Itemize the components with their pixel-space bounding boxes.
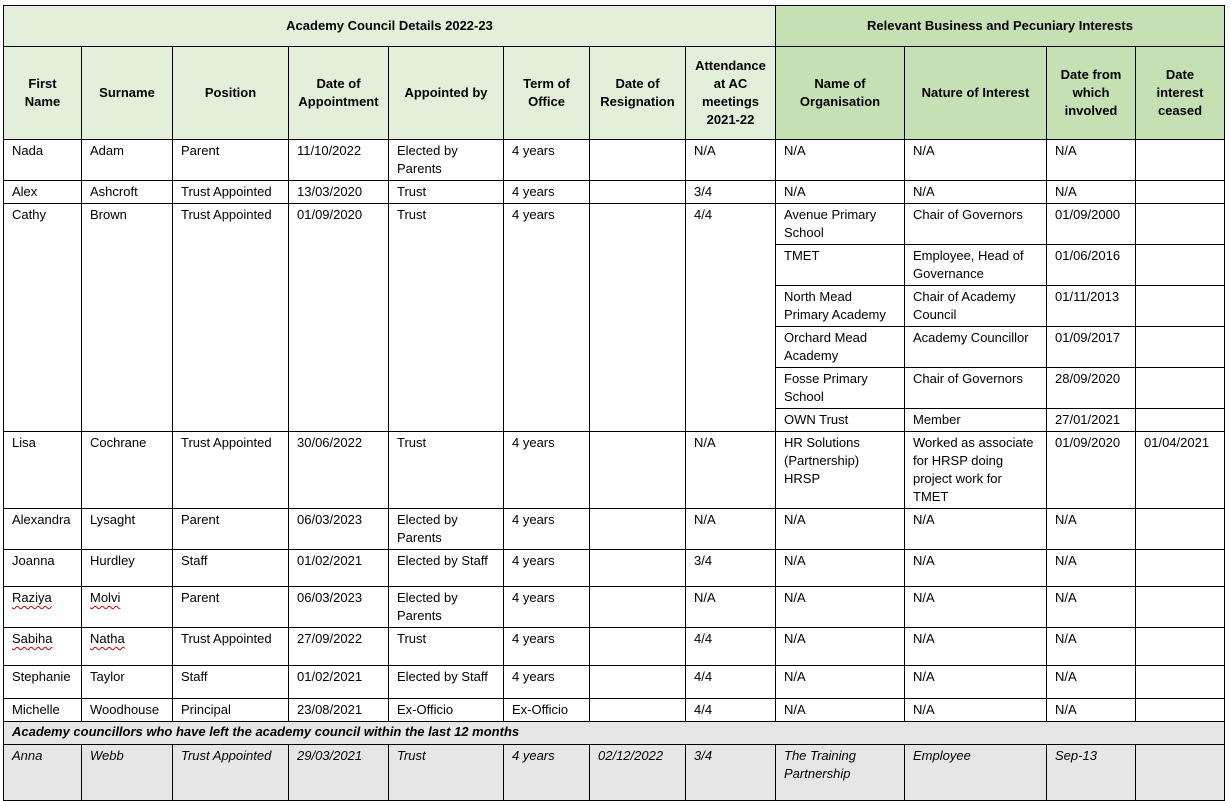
surname-cell: Taylor [82,666,173,699]
attendance-cell: N/A [686,587,776,628]
position-cell: Staff [173,550,289,587]
term-of-office-cell: 4 years [504,587,590,628]
date-from-cell: N/A [1047,628,1136,666]
first-name-cell: Anna [4,745,82,801]
date-ceased-cell [1136,550,1225,587]
date-ceased-cell [1136,368,1225,409]
organisation-cell: North Mead Primary Academy [776,286,905,327]
col-position: Position [173,47,289,140]
first-name-cell [4,628,82,666]
date-from-cell: 01/11/2013 [1047,286,1136,327]
date-of-appointment-cell: 30/06/2022 [289,432,389,509]
surname-cell: Woodhouse [82,699,173,722]
nature-of-interest-cell: N/A [905,666,1047,699]
position-cell: Trust Appointed [173,432,289,509]
date-of-appointment-cell: 01/09/2020 [289,204,389,432]
date-ceased-cell [1136,666,1225,699]
col-term-of-office: Term of Office [504,47,590,140]
term-of-office-cell: 4 years [504,745,590,801]
date-of-appointment-cell: 23/08/2021 [289,699,389,722]
appointed-by-cell: Trust [389,204,504,432]
date-of-appointment-cell: 06/03/2023 [289,509,389,550]
spelling-flagged-text: Sabiha [12,631,53,646]
term-of-office-cell: 4 years [504,204,590,432]
nature-of-interest-cell: N/A [905,181,1047,204]
col-date-from: Date from which involved [1047,47,1136,140]
date-of-resignation-cell [590,587,686,628]
council-register [3,5,1225,801]
organisation-cell: N/A [776,699,905,722]
left-council-caption: Academy councillors who have left the academy council within the last 12 months [4,722,1225,745]
date-of-appointment-cell: 29/03/2021 [289,745,389,801]
date-ceased-cell [1136,140,1225,181]
nature-of-interest-cell: Chair of Governors [905,204,1047,245]
nature-of-interest-cell: N/A [905,550,1047,587]
position-cell: Staff [173,666,289,699]
nature-of-interest-cell: N/A [905,699,1047,722]
col-date-of-appointment: Date of Appointment [289,47,389,140]
appointed-by-cell: Elected by Parents [389,587,504,628]
date-from-cell: N/A [1047,509,1136,550]
council-table [3,5,1225,801]
organisation-cell: OWN Trust [776,409,905,432]
council-members [4,140,1225,801]
appointed-by-cell: Trust [389,628,504,666]
attendance-cell: 3/4 [686,745,776,801]
nature-of-interest-cell: N/A [905,587,1047,628]
date-of-appointment-cell: 11/10/2022 [289,140,389,181]
organisation-cell: N/A [776,587,905,628]
term-of-office-cell: 4 years [504,140,590,181]
table-row [4,432,1225,509]
date-of-resignation-cell [590,628,686,666]
nature-of-interest-cell: Employee, Head of Governance [905,245,1047,286]
date-of-appointment-cell: 13/03/2020 [289,181,389,204]
date-ceased-cell [1136,181,1225,204]
surname-cell: Lysaght [82,509,173,550]
table-row [4,628,1225,666]
col-appointed-by: Appointed by [389,47,504,140]
date-ceased-cell [1136,509,1225,550]
date-of-resignation-cell [590,699,686,722]
date-of-resignation-cell: 02/12/2022 [590,745,686,801]
term-of-office-cell: 4 years [504,509,590,550]
date-from-cell: Sep-13 [1047,745,1136,801]
table-row [4,204,1225,245]
attendance-cell: N/A [686,432,776,509]
organisation-cell: N/A [776,509,905,550]
attendance-cell: N/A [686,140,776,181]
date-from-cell: N/A [1047,550,1136,587]
first-name-cell: Stephanie [4,666,82,699]
appointed-by-cell: Trust [389,745,504,801]
position-cell: Trust Appointed [173,745,289,801]
term-of-office-cell: 4 years [504,666,590,699]
date-from-cell: 01/09/2017 [1047,327,1136,368]
position-cell: Parent [173,587,289,628]
first-name-cell: Cathy [4,204,82,432]
first-name-cell: Nada [4,140,82,181]
attendance-cell: 4/4 [686,628,776,666]
nature-of-interest-cell: Chair of Governors [905,368,1047,409]
date-of-resignation-cell [590,181,686,204]
left-council-caption-row [4,722,1225,745]
nature-of-interest-cell: Member [905,409,1047,432]
attendance-cell: 4/4 [686,666,776,699]
nature-of-interest-cell: Employee [905,745,1047,801]
surname-cell [82,587,173,628]
first-name-cell: Lisa [4,432,82,509]
col-nature-of-interest: Nature of Interest [905,47,1047,140]
appointed-by-cell: Trust [389,181,504,204]
date-from-cell: 27/01/2021 [1047,409,1136,432]
date-ceased-cell [1136,409,1225,432]
attendance-cell: 4/4 [686,204,776,432]
nature-of-interest-cell: Worked as associate for HRSP doing project work for TMET [905,432,1047,509]
date-from-cell: N/A [1047,587,1136,628]
first-name-cell: Michelle [4,699,82,722]
date-of-appointment-cell: 01/02/2021 [289,666,389,699]
nature-of-interest-cell: N/A [905,628,1047,666]
surname-cell [82,628,173,666]
date-of-resignation-cell [590,140,686,181]
term-of-office-cell: 4 years [504,628,590,666]
surname-cell: Cochrane [82,432,173,509]
table-row [4,181,1225,204]
date-ceased-cell [1136,699,1225,722]
position-cell: Principal [173,699,289,722]
col-surname: Surname [82,47,173,140]
appointed-by-cell: Elected by Parents [389,509,504,550]
surname-cell: Brown [82,204,173,432]
nature-of-interest-cell: N/A [905,140,1047,181]
date-ceased-cell [1136,327,1225,368]
organisation-cell: TMET [776,245,905,286]
date-ceased-cell [1136,204,1225,245]
date-from-cell: N/A [1047,666,1136,699]
table-row [4,140,1225,181]
nature-of-interest-cell: N/A [905,509,1047,550]
date-of-resignation-cell [590,432,686,509]
organisation-cell: N/A [776,140,905,181]
attendance-cell: 3/4 [686,550,776,587]
nature-of-interest-cell: Chair of Academy Council [905,286,1047,327]
table-row [4,587,1225,628]
date-from-cell: 28/09/2020 [1047,368,1136,409]
organisation-cell: N/A [776,666,905,699]
position-cell: Parent [173,509,289,550]
date-ceased-cell [1136,245,1225,286]
date-from-cell: N/A [1047,699,1136,722]
appointed-by-cell: Trust [389,432,504,509]
first-name-cell: Alex [4,181,82,204]
col-date-of-resignation: Date of Resignation [590,47,686,140]
interests-header: Relevant Business and Pecuniary Interests [776,6,1225,47]
table-row [4,550,1225,587]
date-of-resignation-cell [590,666,686,699]
table-row [4,509,1225,550]
date-of-resignation-cell [590,509,686,550]
organisation-cell: Fosse Primary School [776,368,905,409]
organisation-cell: Orchard Mead Academy [776,327,905,368]
spelling-flagged-text: Molvi [90,590,121,605]
term-of-office-cell: Ex-Officio [504,699,590,722]
organisation-cell: N/A [776,181,905,204]
council-details-header: Academy Council Details 2022-23 [4,6,776,47]
date-from-cell: 01/06/2016 [1047,245,1136,286]
position-cell: Trust Appointed [173,628,289,666]
table-row [4,666,1225,699]
date-ceased-cell [1136,286,1225,327]
appointed-by-cell: Elected by Parents [389,140,504,181]
term-of-office-cell: 4 years [504,550,590,587]
organisation-cell: N/A [776,628,905,666]
organisation-cell: Avenue Primary School [776,204,905,245]
first-name-cell: Alexandra [4,509,82,550]
date-ceased-cell [1136,587,1225,628]
attendance-cell: 4/4 [686,699,776,722]
surname-cell: Webb [82,745,173,801]
date-of-appointment-cell: 01/02/2021 [289,550,389,587]
surname-cell: Adam [82,140,173,181]
date-ceased-cell [1136,628,1225,666]
attendance-cell: N/A [686,509,776,550]
date-of-appointment-cell: 06/03/2023 [289,587,389,628]
date-of-resignation-cell [590,550,686,587]
term-of-office-cell: 4 years [504,181,590,204]
appointed-by-cell: Elected by Staff [389,550,504,587]
organisation-cell: N/A [776,550,905,587]
appointed-by-cell: Elected by Staff [389,666,504,699]
col-organisation: Name of Organisation [776,47,905,140]
spelling-flagged-text: Natha [90,631,125,646]
position-cell: Trust Appointed [173,204,289,432]
date-of-appointment-cell: 27/09/2022 [289,628,389,666]
position-cell: Parent [173,140,289,181]
appointed-by-cell: Ex-Officio [389,699,504,722]
col-first-name: First Name [4,47,82,140]
position-cell: Trust Appointed [173,181,289,204]
date-of-resignation-cell [590,204,686,432]
date-from-cell: 01/09/2020 [1047,432,1136,509]
organisation-cell: HR Solutions (Partnership) HRSP [776,432,905,509]
first-name-cell: Joanna [4,550,82,587]
nature-of-interest-cell: Academy Councillor [905,327,1047,368]
col-attendance: Attendance at AC meetings 2021-22 [686,47,776,140]
surname-cell: Ashcroft [82,181,173,204]
term-of-office-cell: 4 years [504,432,590,509]
spelling-flagged-text: Raziya [12,590,52,605]
surname-cell: Hurdley [82,550,173,587]
organisation-cell: The Training Partnership [776,745,905,801]
date-from-cell: N/A [1047,140,1136,181]
date-from-cell: 01/09/2000 [1047,204,1136,245]
col-date-ceased: Date interest ceased [1136,47,1225,140]
date-from-cell: N/A [1047,181,1136,204]
date-ceased-cell: 01/04/2021 [1136,432,1225,509]
first-name-cell [4,587,82,628]
attendance-cell: 3/4 [686,181,776,204]
table-row [4,699,1225,722]
